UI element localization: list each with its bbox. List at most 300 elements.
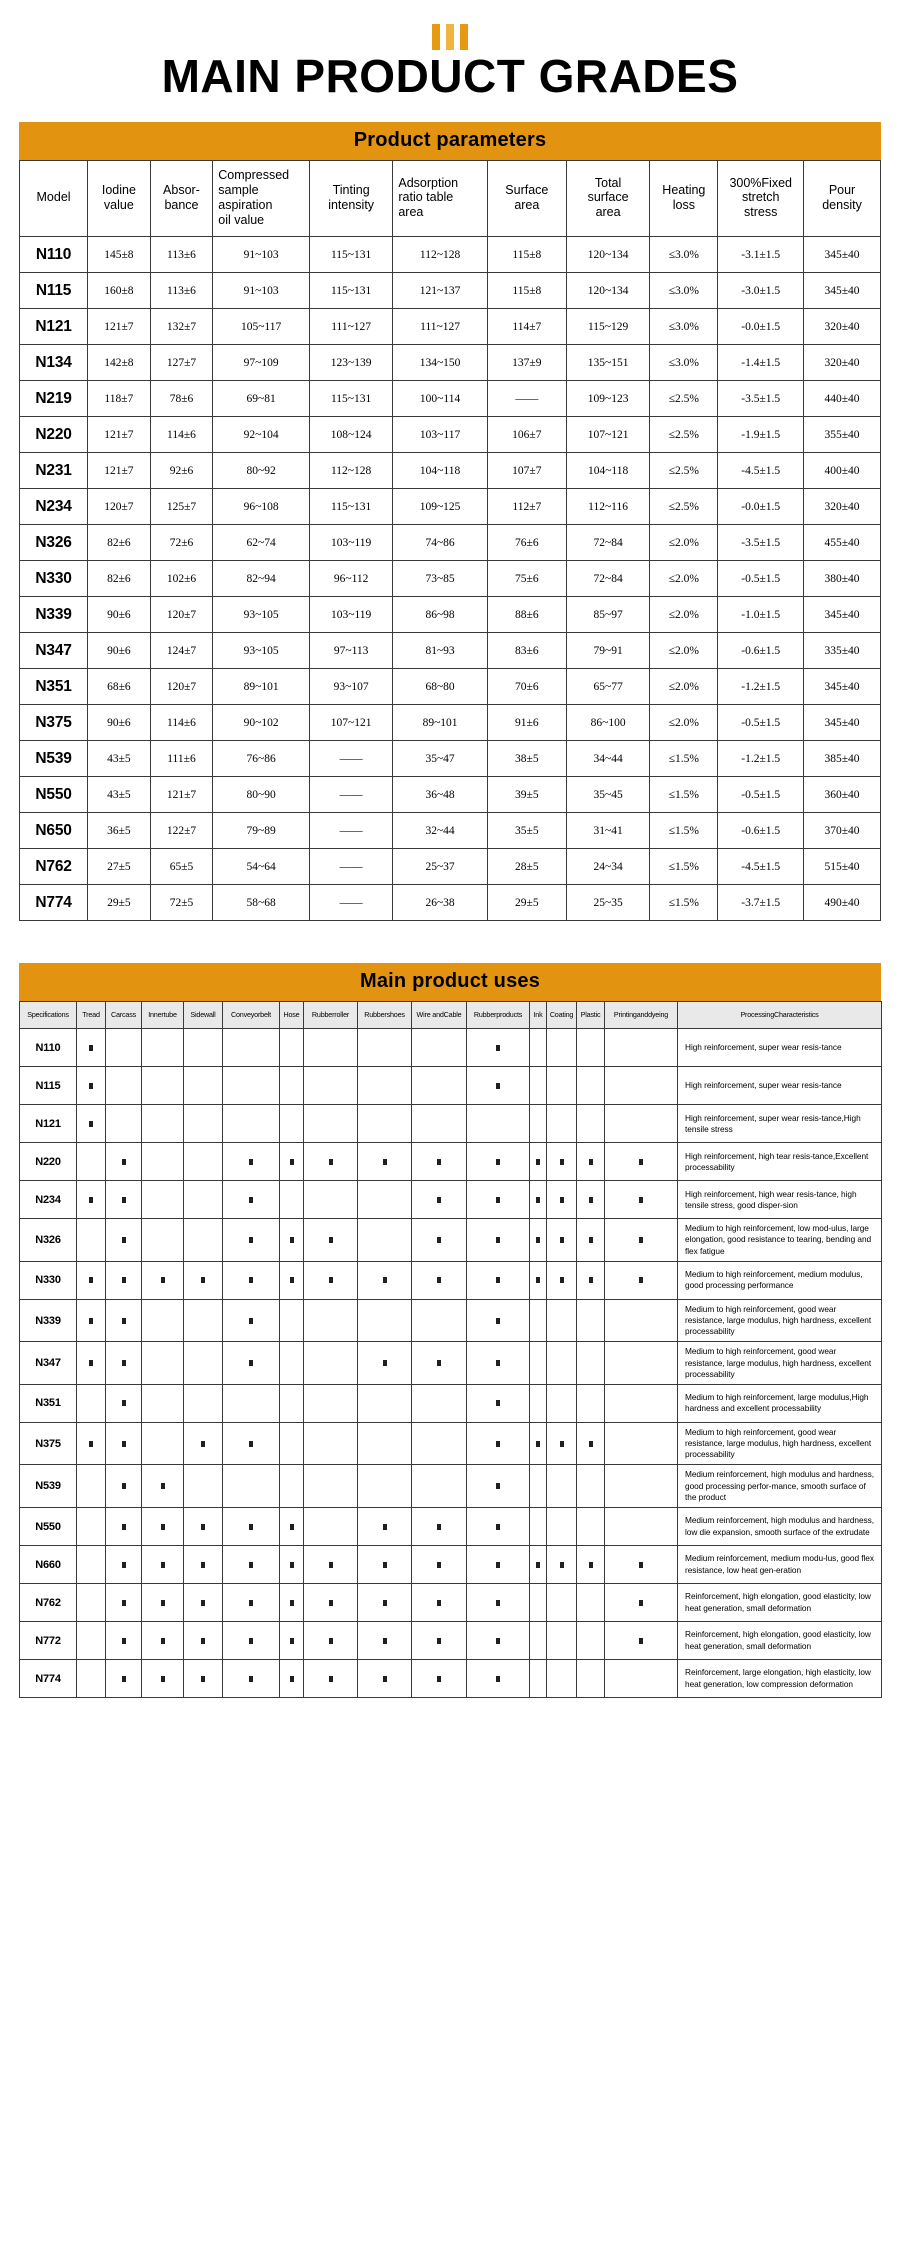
square-marker-icon <box>383 1277 387 1283</box>
uses-mark-ink <box>530 1219 547 1262</box>
table-row <box>20 1422 882 1465</box>
param-cell-heating_loss: ≤2.5% <box>650 489 718 525</box>
param-cell-absorbance: 132±7 <box>150 309 213 345</box>
param-cell-surface_area: 29±5 <box>487 885 566 921</box>
square-marker-icon <box>122 1441 126 1447</box>
uses-mark-ink <box>530 1342 547 1385</box>
uses-mark-ink <box>530 1067 547 1105</box>
table-row <box>20 561 881 597</box>
param-row-model: N539 <box>20 741 88 777</box>
uses-col-header-rubbershoes: Rubbershoes <box>358 1002 412 1029</box>
param-cell-absorbance: 78±6 <box>150 381 213 417</box>
param-cell-stretch_stress: -0.5±1.5 <box>718 561 804 597</box>
uses-mark-rubberproducts <box>467 1465 530 1508</box>
product-parameters-header-row <box>20 161 881 237</box>
uses-mark-conveyorbelt <box>223 1422 280 1465</box>
uses-characteristics: Reinforcement, high elongation, good elasticity, low heat generation, small deformation <box>678 1584 882 1622</box>
param-cell-absorbance: 72±6 <box>150 525 213 561</box>
uses-mark-sidewall <box>184 1508 223 1546</box>
uses-mark-rubberproducts <box>467 1622 530 1660</box>
uses-mark-innertube <box>142 1261 184 1299</box>
uses-mark-innertube <box>142 1508 184 1546</box>
square-marker-icon <box>560 1159 564 1165</box>
product-parameters-table <box>19 160 881 921</box>
uses-mark-hose <box>280 1181 304 1219</box>
uses-col-header-printinganddyeing: Printinganddyeing <box>605 1002 678 1029</box>
square-marker-icon <box>122 1524 126 1530</box>
param-cell-compressed_oil: 54~64 <box>213 849 310 885</box>
param-cell-absorbance: 125±7 <box>150 489 213 525</box>
uses-mark-rubberproducts <box>467 1299 530 1342</box>
uses-mark-hose <box>280 1143 304 1181</box>
param-cell-adsorption: 103~117 <box>393 417 487 453</box>
uses-mark-rubberproducts <box>467 1384 530 1422</box>
param-cell-stretch_stress: -0.5±1.5 <box>718 705 804 741</box>
square-marker-icon <box>536 1159 540 1165</box>
param-cell-tinting: 115~131 <box>309 237 392 273</box>
param-cell-pour_density: 320±40 <box>804 345 881 381</box>
product-uses-band: Main product uses <box>19 963 881 1001</box>
param-cell-total_surface: 135~151 <box>566 345 649 381</box>
table-row <box>20 237 881 273</box>
square-marker-icon <box>560 1197 564 1203</box>
uses-mark-plastic <box>577 1465 605 1508</box>
uses-col-header-rubberroller: Rubberroller <box>304 1002 358 1029</box>
square-marker-icon <box>89 1197 93 1203</box>
square-marker-icon <box>383 1638 387 1644</box>
uses-characteristics: Medium to high reinforcement, good wear resistance, large modulus, high hardness, excellent processability <box>678 1422 882 1465</box>
param-cell-heating_loss: ≤2.0% <box>650 705 718 741</box>
uses-mark-coating <box>547 1067 577 1105</box>
product-parameters-band: Product parameters <box>19 122 881 160</box>
uses-mark-coating <box>547 1508 577 1546</box>
square-marker-icon <box>496 1400 500 1406</box>
param-cell-total_surface: 109~123 <box>566 381 649 417</box>
uses-mark-hose <box>280 1422 304 1465</box>
uses-mark-innertube <box>142 1299 184 1342</box>
param-cell-pour_density: 345±40 <box>804 705 881 741</box>
uses-mark-conveyorbelt <box>223 1660 280 1698</box>
param-cell-stretch_stress: -3.7±1.5 <box>718 885 804 921</box>
square-marker-icon <box>536 1277 540 1283</box>
param-cell-compressed_oil: 89~101 <box>213 669 310 705</box>
page-title: MAIN PRODUCT GRADES <box>161 50 739 102</box>
param-cell-tinting: 107~121 <box>309 705 392 741</box>
uses-mark-carcass <box>106 1584 142 1622</box>
product-uses-table <box>19 1001 882 1698</box>
square-marker-icon <box>496 1045 500 1051</box>
param-col-header-heating-loss: Heating loss <box>650 161 718 237</box>
uses-mark-carcass <box>106 1384 142 1422</box>
square-marker-icon <box>161 1600 165 1606</box>
param-cell-surface_area: —— <box>487 381 566 417</box>
uses-mark-conveyorbelt <box>223 1067 280 1105</box>
param-row-model: N550 <box>20 777 88 813</box>
uses-mark-coating <box>547 1219 577 1262</box>
param-cell-pour_density: 345±40 <box>804 597 881 633</box>
square-marker-icon <box>201 1277 205 1283</box>
uses-mark-carcass <box>106 1622 142 1660</box>
param-cell-pour_density: 320±40 <box>804 309 881 345</box>
uses-mark-plastic <box>577 1508 605 1546</box>
product-parameters-section <box>19 122 881 921</box>
param-cell-adsorption: 111~127 <box>393 309 487 345</box>
square-marker-icon <box>161 1483 165 1489</box>
square-marker-icon <box>249 1638 253 1644</box>
table-row <box>20 1029 882 1067</box>
uses-mark-plastic <box>577 1384 605 1422</box>
uses-mark-rubberroller <box>304 1342 358 1385</box>
uses-mark-hose <box>280 1584 304 1622</box>
uses-row-model: N121 <box>20 1105 77 1143</box>
param-col-header-tinting-intensity: Tinting intensity <box>309 161 392 237</box>
decorative-bar-3 <box>460 24 468 50</box>
uses-mark-ink <box>530 1546 547 1584</box>
uses-mark-hose <box>280 1342 304 1385</box>
uses-row-model: N550 <box>20 1508 77 1546</box>
uses-mark-rubbershoes <box>358 1660 412 1698</box>
param-cell-surface_area: 137±9 <box>487 345 566 381</box>
uses-mark-ink <box>530 1465 547 1508</box>
uses-mark-sidewall <box>184 1029 223 1067</box>
uses-mark-innertube <box>142 1660 184 1698</box>
param-cell-tinting: 108~124 <box>309 417 392 453</box>
param-row-model: N650 <box>20 813 88 849</box>
uses-mark-conveyorbelt <box>223 1546 280 1584</box>
uses-row-model: N762 <box>20 1584 77 1622</box>
uses-mark-rubbershoes <box>358 1465 412 1508</box>
uses-row-model: N539 <box>20 1465 77 1508</box>
uses-mark-printinganddyeing <box>605 1067 678 1105</box>
uses-mark-wire-andcable <box>412 1584 467 1622</box>
square-marker-icon <box>249 1524 253 1530</box>
uses-mark-plastic <box>577 1029 605 1067</box>
uses-mark-rubberroller <box>304 1143 358 1181</box>
param-cell-adsorption: 35~47 <box>393 741 487 777</box>
uses-mark-rubberroller <box>304 1029 358 1067</box>
uses-mark-conveyorbelt <box>223 1465 280 1508</box>
param-cell-absorbance: 113±6 <box>150 237 213 273</box>
uses-mark-printinganddyeing <box>605 1622 678 1660</box>
param-cell-heating_loss: ≤1.5% <box>650 777 718 813</box>
param-cell-surface_area: 106±7 <box>487 417 566 453</box>
uses-mark-ink <box>530 1584 547 1622</box>
param-cell-adsorption: 86~98 <box>393 597 487 633</box>
square-marker-icon <box>161 1562 165 1568</box>
table-row <box>20 849 881 885</box>
uses-mark-tread <box>77 1067 106 1105</box>
param-cell-pour_density: 345±40 <box>804 237 881 273</box>
table-row <box>20 453 881 489</box>
square-marker-icon <box>383 1524 387 1530</box>
square-marker-icon <box>329 1237 333 1243</box>
uses-col-header-ink: Ink <box>530 1002 547 1029</box>
product-uses-tbody <box>20 1029 882 1698</box>
square-marker-icon <box>89 1045 93 1051</box>
param-cell-compressed_oil: 82~94 <box>213 561 310 597</box>
uses-mark-rubbershoes <box>358 1422 412 1465</box>
param-cell-stretch_stress: -3.5±1.5 <box>718 381 804 417</box>
square-marker-icon <box>89 1277 93 1283</box>
square-marker-icon <box>89 1441 93 1447</box>
param-cell-adsorption: 36~48 <box>393 777 487 813</box>
param-cell-pour_density: 385±40 <box>804 741 881 777</box>
uses-mark-printinganddyeing <box>605 1422 678 1465</box>
square-marker-icon <box>383 1600 387 1606</box>
table-row <box>20 1584 882 1622</box>
uses-mark-sidewall <box>184 1584 223 1622</box>
square-marker-icon <box>639 1562 643 1568</box>
param-cell-adsorption: 134~150 <box>393 345 487 381</box>
uses-mark-plastic <box>577 1181 605 1219</box>
param-cell-absorbance: 120±7 <box>150 669 213 705</box>
param-cell-adsorption: 74~86 <box>393 525 487 561</box>
uses-mark-rubberproducts <box>467 1105 530 1143</box>
uses-mark-coating <box>547 1181 577 1219</box>
square-marker-icon <box>437 1562 441 1568</box>
param-cell-total_surface: 115~129 <box>566 309 649 345</box>
param-cell-iodine_value: 27±5 <box>88 849 151 885</box>
uses-row-model: N220 <box>20 1143 77 1181</box>
uses-mark-printinganddyeing <box>605 1299 678 1342</box>
uses-mark-sidewall <box>184 1067 223 1105</box>
param-cell-tinting: —— <box>309 849 392 885</box>
table-row <box>20 273 881 309</box>
uses-mark-plastic <box>577 1584 605 1622</box>
square-marker-icon <box>536 1197 540 1203</box>
uses-mark-hose <box>280 1465 304 1508</box>
uses-mark-tread <box>77 1299 106 1342</box>
uses-mark-rubberroller <box>304 1181 358 1219</box>
square-marker-icon <box>589 1197 593 1203</box>
square-marker-icon <box>496 1237 500 1243</box>
uses-mark-wire-andcable <box>412 1384 467 1422</box>
param-cell-iodine_value: 160±8 <box>88 273 151 309</box>
param-cell-absorbance: 102±6 <box>150 561 213 597</box>
square-marker-icon <box>383 1159 387 1165</box>
param-cell-total_surface: 24~34 <box>566 849 649 885</box>
uses-mark-printinganddyeing <box>605 1105 678 1143</box>
uses-mark-innertube <box>142 1422 184 1465</box>
square-marker-icon <box>122 1483 126 1489</box>
uses-mark-wire-andcable <box>412 1622 467 1660</box>
uses-mark-carcass <box>106 1181 142 1219</box>
uses-mark-rubbershoes <box>358 1143 412 1181</box>
uses-mark-sidewall <box>184 1422 223 1465</box>
uses-mark-rubberroller <box>304 1422 358 1465</box>
square-marker-icon <box>89 1360 93 1366</box>
uses-mark-printinganddyeing <box>605 1546 678 1584</box>
param-cell-absorbance: 124±7 <box>150 633 213 669</box>
uses-mark-ink <box>530 1299 547 1342</box>
uses-mark-innertube <box>142 1219 184 1262</box>
param-cell-iodine_value: 90±6 <box>88 633 151 669</box>
uses-mark-hose <box>280 1261 304 1299</box>
param-cell-adsorption: 89~101 <box>393 705 487 741</box>
table-row <box>20 1261 882 1299</box>
uses-mark-rubberproducts <box>467 1342 530 1385</box>
param-cell-compressed_oil: 93~105 <box>213 633 310 669</box>
uses-mark-hose <box>280 1029 304 1067</box>
uses-mark-printinganddyeing <box>605 1660 678 1698</box>
param-cell-iodine_value: 36±5 <box>88 813 151 849</box>
square-marker-icon <box>639 1159 643 1165</box>
square-marker-icon <box>560 1441 564 1447</box>
uses-characteristics: High reinforcement, high wear resis-tance, high tensile stress, good disper-sion <box>678 1181 882 1219</box>
param-cell-iodine_value: 121±7 <box>88 417 151 453</box>
table-row <box>20 381 881 417</box>
uses-mark-innertube <box>142 1029 184 1067</box>
uses-mark-plastic <box>577 1342 605 1385</box>
uses-mark-carcass <box>106 1342 142 1385</box>
param-cell-compressed_oil: 91~103 <box>213 237 310 273</box>
uses-mark-conveyorbelt <box>223 1143 280 1181</box>
square-marker-icon <box>290 1277 294 1283</box>
param-cell-tinting: 111~127 <box>309 309 392 345</box>
param-cell-absorbance: 114±6 <box>150 417 213 453</box>
uses-mark-rubberroller <box>304 1508 358 1546</box>
square-marker-icon <box>329 1600 333 1606</box>
param-cell-stretch_stress: -0.6±1.5 <box>718 813 804 849</box>
table-row <box>20 345 881 381</box>
param-cell-pour_density: 400±40 <box>804 453 881 489</box>
table-row <box>20 1219 882 1262</box>
param-cell-heating_loss: ≤1.5% <box>650 849 718 885</box>
param-cell-adsorption: 104~118 <box>393 453 487 489</box>
param-cell-heating_loss: ≤3.0% <box>650 345 718 381</box>
uses-mark-tread <box>77 1508 106 1546</box>
uses-mark-printinganddyeing <box>605 1384 678 1422</box>
square-marker-icon <box>536 1562 540 1568</box>
param-cell-pour_density: 355±40 <box>804 417 881 453</box>
param-cell-absorbance: 121±7 <box>150 777 213 813</box>
square-marker-icon <box>290 1562 294 1568</box>
uses-mark-hose <box>280 1067 304 1105</box>
uses-mark-carcass <box>106 1219 142 1262</box>
param-row-model: N121 <box>20 309 88 345</box>
square-marker-icon <box>249 1159 253 1165</box>
uses-mark-wire-andcable <box>412 1261 467 1299</box>
param-col-header-pour-density: Pour density <box>804 161 881 237</box>
product-uses-section <box>19 963 881 1698</box>
uses-mark-coating <box>547 1622 577 1660</box>
table-row <box>20 1465 882 1508</box>
square-marker-icon <box>290 1638 294 1644</box>
square-marker-icon <box>496 1483 500 1489</box>
square-marker-icon <box>639 1277 643 1283</box>
param-cell-stretch_stress: -3.5±1.5 <box>718 525 804 561</box>
param-cell-iodine_value: 82±6 <box>88 525 151 561</box>
uses-mark-rubbershoes <box>358 1384 412 1422</box>
param-cell-stretch_stress: -1.2±1.5 <box>718 741 804 777</box>
param-cell-tinting: —— <box>309 777 392 813</box>
param-cell-absorbance: 72±5 <box>150 885 213 921</box>
uses-mark-carcass <box>106 1299 142 1342</box>
uses-mark-plastic <box>577 1422 605 1465</box>
square-marker-icon <box>249 1277 253 1283</box>
uses-mark-plastic <box>577 1105 605 1143</box>
uses-mark-hose <box>280 1622 304 1660</box>
uses-row-model: N351 <box>20 1384 77 1422</box>
uses-mark-tread <box>77 1261 106 1299</box>
uses-characteristics: Medium to high reinforcement, low mod-ulus, large elongation, good resistance to tearing, bending and flex fatigue <box>678 1219 882 1262</box>
uses-mark-sidewall <box>184 1219 223 1262</box>
param-cell-heating_loss: ≤1.5% <box>650 741 718 777</box>
param-cell-iodine_value: 121±7 <box>88 453 151 489</box>
uses-mark-wire-andcable <box>412 1660 467 1698</box>
param-cell-absorbance: 92±6 <box>150 453 213 489</box>
uses-mark-rubbershoes <box>358 1508 412 1546</box>
square-marker-icon <box>496 1638 500 1644</box>
param-row-model: N339 <box>20 597 88 633</box>
uses-row-model: N330 <box>20 1261 77 1299</box>
uses-mark-rubbershoes <box>358 1029 412 1067</box>
uses-mark-ink <box>530 1181 547 1219</box>
square-marker-icon <box>329 1277 333 1283</box>
param-cell-tinting: 103~119 <box>309 597 392 633</box>
square-marker-icon <box>122 1237 126 1243</box>
table-row <box>20 597 881 633</box>
uses-mark-tread <box>77 1660 106 1698</box>
product-parameters-tbody <box>20 237 881 921</box>
param-cell-surface_area: 39±5 <box>487 777 566 813</box>
param-cell-pour_density: 370±40 <box>804 813 881 849</box>
uses-mark-plastic <box>577 1622 605 1660</box>
uses-mark-rubberproducts <box>467 1508 530 1546</box>
uses-mark-rubbershoes <box>358 1067 412 1105</box>
param-cell-total_surface: 120~134 <box>566 237 649 273</box>
param-cell-adsorption: 121~137 <box>393 273 487 309</box>
param-cell-stretch_stress: -3.1±1.5 <box>718 237 804 273</box>
uses-mark-tread <box>77 1622 106 1660</box>
square-marker-icon <box>496 1441 500 1447</box>
uses-mark-rubberroller <box>304 1261 358 1299</box>
param-cell-total_surface: 86~100 <box>566 705 649 741</box>
uses-mark-rubberproducts <box>467 1181 530 1219</box>
param-cell-surface_area: 88±6 <box>487 597 566 633</box>
uses-mark-coating <box>547 1584 577 1622</box>
uses-mark-conveyorbelt <box>223 1261 280 1299</box>
uses-mark-conveyorbelt <box>223 1622 280 1660</box>
uses-col-header-sidewall: Sidewall <box>184 1002 223 1029</box>
uses-mark-rubberroller <box>304 1299 358 1342</box>
square-marker-icon <box>122 1159 126 1165</box>
product-uses-header-row <box>20 1002 882 1029</box>
param-cell-compressed_oil: 80~90 <box>213 777 310 813</box>
param-cell-stretch_stress: -0.0±1.5 <box>718 489 804 525</box>
table-row <box>20 669 881 705</box>
uses-mark-rubbershoes <box>358 1181 412 1219</box>
uses-mark-tread <box>77 1546 106 1584</box>
square-marker-icon <box>437 1277 441 1283</box>
param-cell-heating_loss: ≤2.5% <box>650 381 718 417</box>
uses-mark-ink <box>530 1622 547 1660</box>
square-marker-icon <box>122 1197 126 1203</box>
uses-mark-hose <box>280 1299 304 1342</box>
uses-mark-coating <box>547 1342 577 1385</box>
uses-mark-carcass <box>106 1422 142 1465</box>
param-cell-pour_density: 380±40 <box>804 561 881 597</box>
param-cell-iodine_value: 82±6 <box>88 561 151 597</box>
uses-col-header-tread: Tread <box>77 1002 106 1029</box>
square-marker-icon <box>161 1638 165 1644</box>
uses-mark-plastic <box>577 1660 605 1698</box>
uses-mark-printinganddyeing <box>605 1029 678 1067</box>
param-cell-compressed_oil: 92~104 <box>213 417 310 453</box>
uses-mark-conveyorbelt <box>223 1342 280 1385</box>
param-cell-iodine_value: 90±6 <box>88 705 151 741</box>
uses-mark-rubbershoes <box>358 1342 412 1385</box>
